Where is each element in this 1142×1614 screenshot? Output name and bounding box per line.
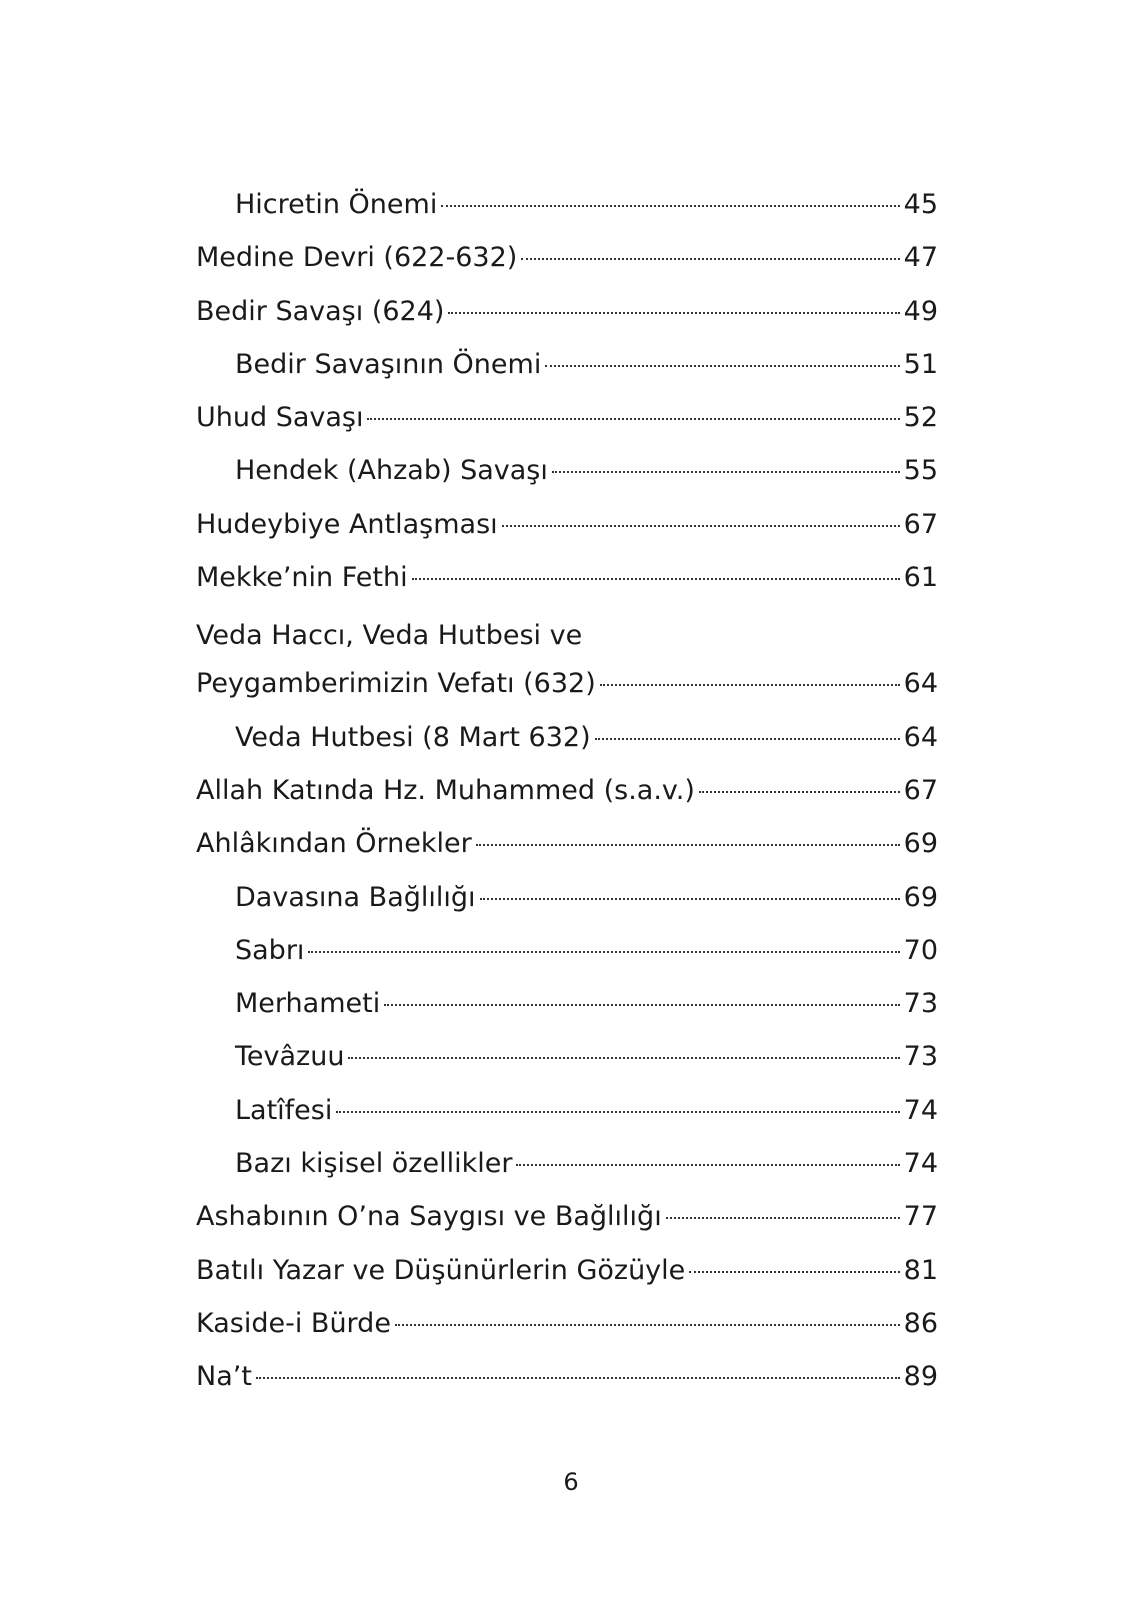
toc-entry-title: Bazı kişisel özellikler: [235, 1148, 513, 1180]
dot-leader: [441, 205, 899, 207]
toc-entry[interactable]: [196, 977, 938, 1030]
toc-entry-title: Medine Devri (622-632): [196, 242, 518, 274]
toc-entry-title: Ashabının O’na Saygısı ve Bağlılığı: [196, 1201, 662, 1233]
dot-leader: [395, 1324, 900, 1326]
toc-entry-page: 81: [903, 1254, 938, 1286]
dot-leader: [348, 1057, 899, 1059]
dot-leader: [476, 844, 900, 846]
toc-entry-page: 64: [903, 668, 938, 700]
dot-leader: [666, 1217, 900, 1219]
dot-leader: [256, 1377, 900, 1379]
dot-leader: [384, 1004, 899, 1006]
toc-entry-title: Veda Hutbesi (8 Mart 632): [235, 721, 591, 753]
toc-entry-page: 47: [903, 242, 938, 274]
toc-entry[interactable]: [196, 231, 938, 284]
toc-entry-title: Hicretin Önemi: [235, 189, 438, 220]
dot-leader: [336, 1111, 899, 1113]
toc-entry[interactable]: [196, 391, 938, 444]
toc-entry-page: 89: [903, 1361, 938, 1393]
toc-entry[interactable]: [196, 764, 938, 817]
toc-entry[interactable]: [196, 604, 938, 710]
toc-entry[interactable]: [196, 1244, 938, 1297]
toc-entry-page: 49: [903, 295, 938, 327]
toc-entry-title: Merhameti: [235, 988, 381, 1020]
toc-entry-page: 74: [903, 1148, 938, 1180]
dot-leader: [521, 258, 899, 260]
toc-entry-page: 69: [903, 881, 938, 913]
toc-entry[interactable]: [196, 1297, 938, 1350]
toc-entry-page: 67: [903, 774, 938, 806]
toc-entry-title: Ahlâkından Örnekler: [196, 828, 472, 860]
dot-leader: [545, 365, 899, 367]
toc-entry[interactable]: [196, 285, 938, 338]
toc-entry-page: 64: [903, 721, 938, 753]
toc-entry-title: Bedir Savaşı (624): [196, 295, 445, 327]
toc-entry-title: Davasına Bağlılığı: [235, 881, 476, 913]
toc-entry[interactable]: [196, 1137, 938, 1190]
toc-entry-page: 55: [903, 455, 938, 487]
dot-leader: [516, 1164, 899, 1166]
toc-entry-page: 61: [903, 562, 938, 594]
dot-leader: [689, 1271, 899, 1273]
page-number: 6: [563, 1468, 579, 1496]
toc-entry-title: Bedir Savaşının Önemi: [235, 348, 542, 380]
toc-entry[interactable]: [196, 498, 938, 551]
toc-entry-page: 69: [903, 828, 938, 860]
dot-leader: [552, 471, 900, 473]
dot-leader: [367, 418, 899, 420]
toc-entry-page: 74: [903, 1094, 938, 1126]
toc-entry-title: Latîfesi: [235, 1094, 333, 1126]
toc-entry-page: 51: [903, 348, 938, 380]
toc-entry[interactable]: [196, 178, 938, 231]
toc-entry-title: Hudeybiye Antlaşması: [196, 508, 498, 540]
toc-entry-page: 86: [903, 1307, 938, 1339]
toc-entry-title: Uhud Savaşı: [196, 402, 364, 434]
toc-entry-page: 67: [903, 508, 938, 540]
toc-entry-title: Batılı Yazar ve Düşünürlerin Gözüyle: [196, 1254, 686, 1286]
toc-entry[interactable]: [196, 1030, 938, 1083]
toc-entry[interactable]: [196, 924, 938, 977]
toc-entry-title: Sabrı: [235, 934, 305, 966]
dot-leader: [595, 738, 900, 740]
dot-leader: [448, 312, 899, 314]
toc-entry-page: 73: [903, 1041, 938, 1073]
toc-entry-title-line1: Veda Haccı, Veda Hutbesi ve: [196, 620, 583, 652]
toc-entry-title: Hendek (Ahzab) Savaşı: [235, 455, 548, 487]
dot-leader: [699, 791, 900, 793]
toc-entry-page: 73: [903, 988, 938, 1020]
toc-entry-title: Peygamberimizin Vefatı (632): [196, 668, 596, 700]
dot-leader: [412, 578, 900, 580]
toc-entry[interactable]: [196, 338, 938, 391]
toc-entry-title: Na’t: [196, 1361, 252, 1393]
table-of-contents: [196, 178, 938, 1404]
toc-entry[interactable]: [196, 1350, 938, 1403]
toc-entry-title: Mekke’nin Fethi: [196, 562, 408, 594]
toc-entry-title: Kaside-i Bürde: [196, 1307, 391, 1339]
toc-entry-page: 45: [903, 189, 938, 220]
dot-leader: [308, 951, 899, 953]
toc-entry[interactable]: [196, 444, 938, 497]
toc-entry[interactable]: [196, 871, 938, 924]
dot-leader: [502, 525, 900, 527]
toc-entry-page: 70: [903, 934, 938, 966]
toc-entry[interactable]: [196, 1190, 938, 1243]
toc-entry[interactable]: [196, 1084, 938, 1137]
dot-leader: [600, 684, 900, 686]
toc-entry-title: Allah Katında Hz. Muhammed (s.a.v.): [196, 774, 695, 806]
toc-entry[interactable]: [196, 817, 938, 870]
toc-entry[interactable]: [196, 711, 938, 764]
toc-entry-page: 77: [903, 1201, 938, 1233]
dot-leader: [480, 898, 900, 900]
toc-entry-title: Tevâzuu: [235, 1041, 345, 1073]
toc-entry[interactable]: [196, 551, 938, 604]
toc-entry-page: 52: [903, 402, 938, 434]
